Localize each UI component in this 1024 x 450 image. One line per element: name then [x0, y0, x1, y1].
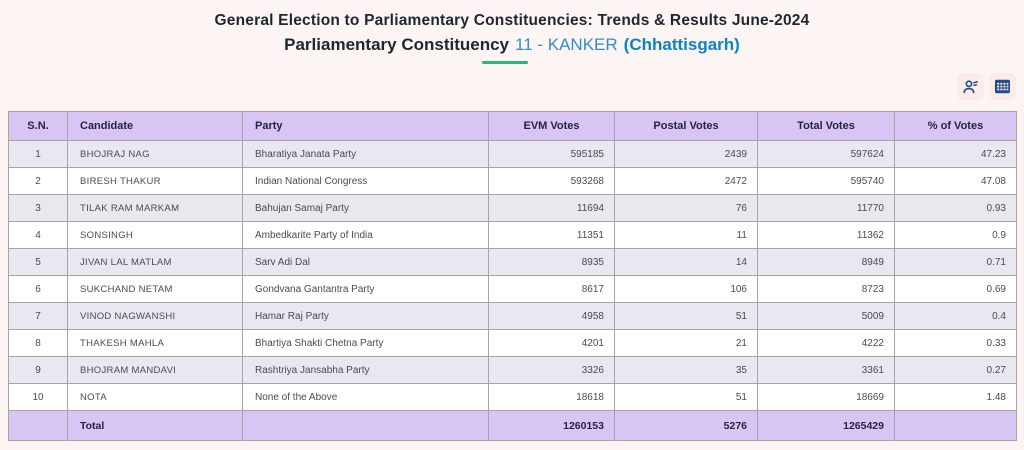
person-list-icon [961, 77, 980, 96]
cell-postal: 21 [615, 330, 758, 357]
cell-candidate: TILAK RAM MARKAM [68, 195, 243, 222]
results-table [8, 111, 1017, 441]
cell-sn: 10 [9, 384, 68, 411]
cell-evm: 3326 [489, 357, 615, 384]
cell-total: 597624 [758, 141, 895, 168]
constituency-name: 11 - KANKER [515, 35, 618, 54]
total-evm: 1260153 [489, 411, 615, 441]
cell-party: Bahujan Samaj Party [243, 195, 489, 222]
candidate-view-button[interactable] [957, 73, 984, 100]
column-header-postal: Postal Votes [615, 112, 758, 141]
cell-pct: 0.33 [895, 330, 1017, 357]
table-row [9, 303, 1017, 330]
cell-party: Gondvana Gantantra Party [243, 276, 489, 303]
table-row [9, 168, 1017, 195]
cell-party: Bhartiya Shakti Chetna Party [243, 330, 489, 357]
cell-sn: 5 [9, 249, 68, 276]
table-header [9, 112, 1017, 141]
cell-sn: 9 [9, 357, 68, 384]
cell-postal: 2439 [615, 141, 758, 168]
cell-party: Bharatiya Janata Party [243, 141, 489, 168]
cell-evm: 595185 [489, 141, 615, 168]
table-row [9, 330, 1017, 357]
cell-candidate: JIVAN LAL MATLAM [68, 249, 243, 276]
cell-evm: 593268 [489, 168, 615, 195]
column-header-pct: % of Votes [895, 112, 1017, 141]
cell-candidate: BHOJRAJ NAG [68, 141, 243, 168]
column-header-candidate: Candidate [68, 112, 243, 141]
cell-pct: 47.08 [895, 168, 1017, 195]
cell-evm: 4958 [489, 303, 615, 330]
table-row [9, 276, 1017, 303]
cell-candidate: VINOD NAGWANSHI [68, 303, 243, 330]
cell-candidate: BHOJRAM MANDAVI [68, 357, 243, 384]
table-row [9, 195, 1017, 222]
total-pct [895, 411, 1017, 441]
cell-pct: 1.48 [895, 384, 1017, 411]
page-header [0, 11, 1024, 64]
page-subtitle [0, 34, 1024, 56]
cell-sn: 3 [9, 195, 68, 222]
table-view-button[interactable] [989, 73, 1016, 100]
cell-total: 3361 [758, 357, 895, 384]
cell-sn: 7 [9, 303, 68, 330]
cell-party: None of the Above [243, 384, 489, 411]
cell-pct: 0.9 [895, 222, 1017, 249]
total-row [9, 411, 1017, 441]
table-footer [9, 411, 1017, 441]
table-body [9, 141, 1017, 411]
cell-total: 595740 [758, 168, 895, 195]
total-postal: 5276 [615, 411, 758, 441]
cell-evm: 4201 [489, 330, 615, 357]
cell-sn: 8 [9, 330, 68, 357]
total-sn [9, 411, 68, 441]
cell-sn: 2 [9, 168, 68, 195]
cell-candidate: NOTA [68, 384, 243, 411]
cell-postal: 51 [615, 303, 758, 330]
cell-postal: 2472 [615, 168, 758, 195]
cell-pct: 0.69 [895, 276, 1017, 303]
cell-party: Indian National Congress [243, 168, 489, 195]
title-underline [482, 61, 528, 64]
cell-candidate: SONSINGH [68, 222, 243, 249]
column-header-party: Party [243, 112, 489, 141]
cell-pct: 0.4 [895, 303, 1017, 330]
cell-pct: 0.93 [895, 195, 1017, 222]
table-row [9, 249, 1017, 276]
cell-total: 11362 [758, 222, 895, 249]
cell-total: 11770 [758, 195, 895, 222]
cell-candidate: THAKESH MAHLA [68, 330, 243, 357]
cell-postal: 51 [615, 384, 758, 411]
cell-evm: 18618 [489, 384, 615, 411]
cell-pct: 0.71 [895, 249, 1017, 276]
column-header-sn: S.N. [9, 112, 68, 141]
total-label: Total [68, 411, 243, 441]
cell-total: 8949 [758, 249, 895, 276]
cell-party: Rashtriya Jansabha Party [243, 357, 489, 384]
page-title: General Election to Parliamentary Constituencies: Trends & Results June-2024 [214, 12, 810, 29]
cell-total: 5009 [758, 303, 895, 330]
table-row [9, 357, 1017, 384]
header-row [9, 112, 1017, 141]
cell-postal: 11 [615, 222, 758, 249]
cell-postal: 14 [615, 249, 758, 276]
column-header-evm: EVM Votes [489, 112, 615, 141]
cell-party: Sarv Adi Dal [243, 249, 489, 276]
table-row [9, 141, 1017, 168]
cell-postal: 106 [615, 276, 758, 303]
table-row [9, 222, 1017, 249]
cell-postal: 76 [615, 195, 758, 222]
cell-party: Ambedkarite Party of India [243, 222, 489, 249]
cell-total: 18669 [758, 384, 895, 411]
cell-total: 4222 [758, 330, 895, 357]
cell-candidate: BIRESH THAKUR [68, 168, 243, 195]
table-row [9, 384, 1017, 411]
cell-evm: 8935 [489, 249, 615, 276]
subtitle-prefix: Parliamentary Constituency [284, 35, 509, 54]
column-header-total: Total Votes [758, 112, 895, 141]
cell-sn: 1 [9, 141, 68, 168]
cell-candidate: SUKCHAND NETAM [68, 276, 243, 303]
total-votes: 1265429 [758, 411, 895, 441]
cell-party: Hamar Raj Party [243, 303, 489, 330]
cell-postal: 35 [615, 357, 758, 384]
cell-evm: 8617 [489, 276, 615, 303]
cell-sn: 6 [9, 276, 68, 303]
cell-pct: 0.27 [895, 357, 1017, 384]
grid-table-icon [993, 77, 1012, 96]
total-party [243, 411, 489, 441]
cell-pct: 47.23 [895, 141, 1017, 168]
view-toolbar [0, 73, 1024, 100]
cell-evm: 11694 [489, 195, 615, 222]
state-name: (Chhattisgarh) [623, 35, 740, 54]
cell-evm: 11351 [489, 222, 615, 249]
cell-sn: 4 [9, 222, 68, 249]
cell-total: 8723 [758, 276, 895, 303]
